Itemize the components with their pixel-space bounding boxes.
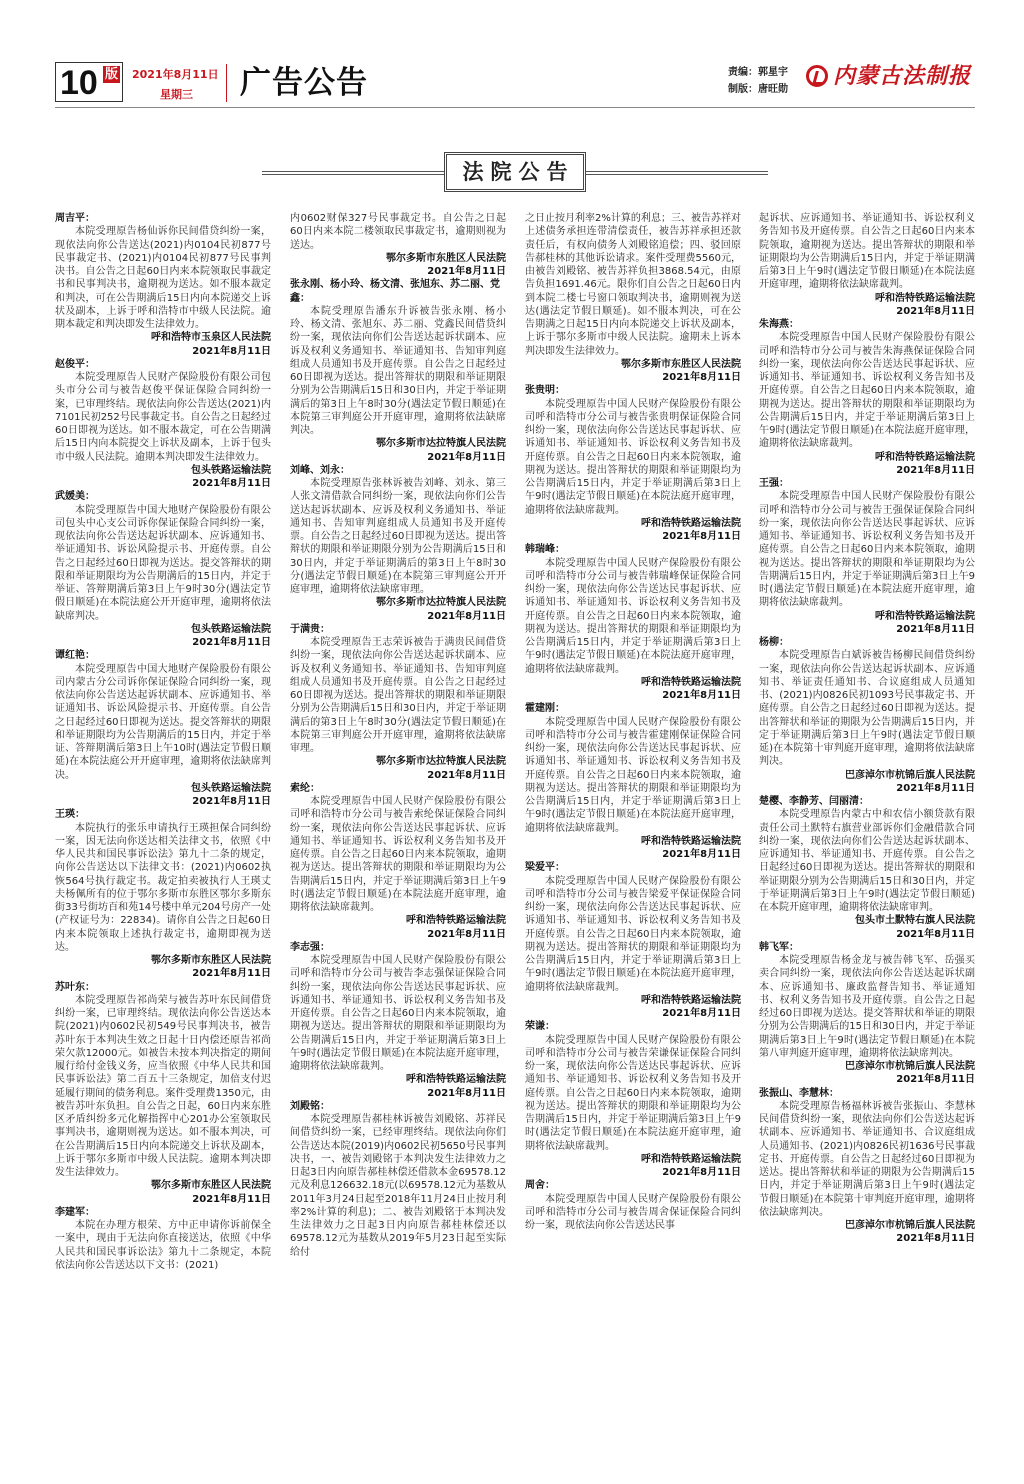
notice-body: 本院受理原告中国大地财产保险股份有限公司包头中心支公司诉你保证保险合同纠纷一案，现依法向你公告送达起诉状副本、应诉通知书、举证通知书、诉讼风险提示书、开庭传票。自公告之日起经过60日即视为送达。提交答辩状的期限和举证期限均为公告期满后的15日内，并定于举证、答辩期满后第3日上午9时30分(遇法定节假日顺延)在本院法庭公开开庭审理，逾期将依法缺席判决。 xyxy=(55,504,271,622)
notice-column-2 xyxy=(290,212,506,1476)
newspaper-emblem-icon xyxy=(806,65,828,87)
court-notice xyxy=(55,358,271,491)
editor-credit: 责编：郭星宇 xyxy=(728,67,788,78)
court-name: 包头铁路运输法院 xyxy=(191,623,271,635)
notice-body: 本院受理原告张林诉被告刘峰、刘永、第三人张文清借款合同纠纷一案，现依法向你们公告送达起诉状副本、应诉及权利义务通知书、举证通知书、告知审判庭组成人员通知书及开庭传票。自公告之日起经过60日即视为送达。提出答辩状的期限和举证期限分别为公告期满后15日和30日内，并定于举证期满后的第3日上午8时30分(遇法定节假日顺延)在本院第三审判庭公开开庭审理，逾期将依法缺席审理。 xyxy=(290,478,506,595)
notice-date: 2021年8月11日 xyxy=(192,968,271,980)
notice-date: 2021年8月11日 xyxy=(662,849,741,860)
notice-body: 本院受理原告杨仙诉你民间借贷纠纷一案，现依法向你公告送达(2021)内0104民初877号民事裁定书、(2021)内0104民初877号民事判决书。自公告之日起60日内来本院领取民事裁定书和民事判决书，逾期视为送达。如不服本裁定和判决，可在公告期满后15日内向本院递交上诉状及副本，上诉于呼和浩特市中级人民法院。逾期本裁定和判决即发生法律效力。 xyxy=(55,226,271,330)
notice-recipient: 周吉平： xyxy=(55,213,95,224)
notice-body: 本院受理原告祁尚荣与被告苏叶东民间借贷纠纷一案，已审理终结。现依法向你公告送达本院(2021)内0602民初549号民事判决书，被告苏叶东于本判决生效之日起十日内偿还原告祁尚荣欠款12000元。如被告未按本判决指定的期间履行给付金钱义务，应当依照《中华人民共和国民事诉讼法》第二百五十三条规定，加倍支付迟延履行期间的债务利息。案件受理费1350元，由被告苏叶东负担。自公告之日起，60日内来东胜区矛盾纠纷多元化解指挥中心201办公室领取民事判决书，逾期则视为送达。如不服本判决，可在公告期满后15日内向本院递交上诉状及副本，上诉于鄂尔多斯市中级人民法院。逾期本判决即发生法律效力。 xyxy=(55,994,271,1178)
court-notice xyxy=(55,649,271,808)
court-name: 呼和浩特铁路运输法院 xyxy=(641,1153,741,1165)
notice-recipient: 谭红艳： xyxy=(55,650,95,662)
notice-body: 本院受理原告中国人民财产保险股份有限公司呼和浩特市分公司与被告韩瑞峰保证保险合同纠纷一案，现依法向你公告送达民事起诉状、应诉通知书、举证通知书、诉讼权利义务告知书及开庭传票。自公告之日起60日内来本院领取，逾期视为送达。提出答辩状的期限和举证期限均为公告期满后15日内，并定于举证期满后第3日上午9时(遇法定节假日顺延)在本院法庭开庭审理，逾期将依法缺席裁判。 xyxy=(525,557,741,675)
notice-date: 2021年8月11日 xyxy=(427,610,506,622)
court-name: 包头市土默特右旗人民法院 xyxy=(855,915,975,927)
notice-recipient: 周舍： xyxy=(525,1180,555,1192)
page-number: 10 xyxy=(60,64,98,102)
court-name: 呼和浩特铁路运输法院 xyxy=(875,610,975,622)
notice-body: 本院受理原告中国人民财产保险股份有限公司呼和浩特市分公司与被告朱海燕保证保险合同纠纷一案，现依法向你公告送达民事起诉状、应诉通知书、举证通知书、诉讼权利义务告知书及开庭传票。自公告之日起60日内来本院领取，逾期视为送达。提出答辩状的期限和举证期限均为公告期满后15日内，并定于举证期满后第3日上午9时(遇法定节假日顺延)在本院法庭开庭审理，逾期将依法缺席裁判。 xyxy=(759,332,975,450)
court-notice xyxy=(525,1020,741,1179)
notice-date: 2021年8月11日 xyxy=(192,637,271,648)
notice-recipient: 朱海燕： xyxy=(759,319,799,330)
page-label: 版 xyxy=(104,67,118,82)
notice-body: 本院受理原告中国人民财产保险股份有限公司呼和浩特市分公司与被告索纶保证保险合同纠纷一案，现依法向你公告送达民事起诉状、应诉通知书、举证通知书、诉讼权利义务告知书及开庭传票。自公告之日起60日内来本院领取，逾期视为送达。提出答辩状的期限和举证期限均为公告期满后15日内，并定于举证期满后第3日上午9时(遇法定节假日顺延)在本院法庭开庭审理，逾期将依法缺席裁判。 xyxy=(290,796,506,913)
notice-recipient: 霍建刚： xyxy=(525,703,565,715)
notice-body: 本院受理原告人民财产保险股份有限公司包头市分公司与被告赵俊平保证保险合同纠纷一案，已审理终结。现依法向你公告送达(2021)内7101民初252号民事裁定书。自公告之日起经过60日即视为送达。如不服本裁定，可在公告期满后15日内向本院提交上诉状及副本，上诉于包头市中级人民法院。逾期本判决即发生法律效力。 xyxy=(55,372,271,463)
court-notice xyxy=(290,464,506,623)
notice-recipient: 刘殿铭： xyxy=(290,1100,330,1112)
issue-weekday: 星期三 xyxy=(160,88,193,101)
court-name: 鄂尔多斯市东胜区人民法院 xyxy=(621,358,741,370)
notice-date: 2021年8月11日 xyxy=(427,266,506,277)
notice-recipient: 苏叶东： xyxy=(55,981,95,993)
court-name: 鄂尔多斯市达拉特旗人民法院 xyxy=(376,756,506,768)
notice-recipient: 荣谦： xyxy=(525,1021,555,1033)
court-notice xyxy=(759,941,975,1087)
court-notice xyxy=(525,1179,741,1232)
layout-editor-credit: 制版：唐旺勋 xyxy=(728,84,788,95)
notice-date: 2021年8月11日 xyxy=(662,690,741,701)
court-notice xyxy=(55,808,271,980)
notice-body: 本院受理原告中国人民财产保险股份有限公司呼和浩特市分公司与被告霍建刚保证保险合同纠纷一案，现依法向你公告送达民事起诉状、应诉通知书、举证通知书、诉讼权利义务告知书及开庭传票。自公告之日起60日内来本院领取，逾期视为送达。提出答辩状的期限和举证期限均为公告期满后15日内，并定于举证期满后第3日上午9时(遇法定节假日顺延)在本院法庭开庭审理，逾期将依法缺席裁判。 xyxy=(525,716,741,834)
notice-date: 2021年8月11日 xyxy=(427,1087,506,1099)
court-notice xyxy=(759,636,975,795)
court-notice xyxy=(290,782,506,941)
notice-recipient: 楚樱、李静芳、闫丽清： xyxy=(759,796,869,807)
notice-date: 2021年8月11日 xyxy=(896,1233,975,1245)
section-title: 广告公告 xyxy=(240,65,368,101)
notice-body: 本院受理原告中国大地财产保险股份有限公司内蒙古分公司诉你保证保险合同纠纷一案，现依法向你公告送达起诉状副本、应诉通知书、举证通知书、诉讼风险提示书、开庭传票。自公告之日起经过60日即视为送达。提交答辩状的期限和举证期限均为公告期满后的15日内，并定于举证、答辩期满后第3日上午10时(遇法定节假日顺延)在本院法庭公开开庭审理，逾期将依法缺席判决。 xyxy=(55,663,271,781)
notice-recipient: 张振山、李慧林： xyxy=(759,1087,839,1099)
court-notice xyxy=(290,278,506,464)
court-name: 鄂尔多斯市东胜区人民法院 xyxy=(151,1180,271,1192)
court-notice xyxy=(55,1206,271,1272)
court-name: 呼和浩特铁路运输法院 xyxy=(641,994,741,1006)
notice-date: 2021年8月11日 xyxy=(896,782,975,794)
notice-date: 2021年8月11日 xyxy=(192,478,271,489)
court-notice xyxy=(290,623,506,782)
notice-date: 2021年8月11日 xyxy=(896,305,975,317)
notice-date: 2021年8月11日 xyxy=(896,928,975,940)
notice-body: 本院受理原告中国人民财产保险股份有限公司呼和浩特市分公司与被告周舍保证保险合同纠纷一案，现依法向你公告送达民事 xyxy=(525,1193,741,1231)
notice-recipient: 张永刚、杨小玲、杨文清、张旭东、苏二丽、党鑫： xyxy=(290,279,500,304)
court-notice xyxy=(525,212,741,384)
notice-body: 本院受理原告王志荣诉被告于满贵民间借贷纠纷一案，现依法向你公告送达起诉状副本、应诉及权利义务通知书、举证通知书、告知审判庭组成人员通知书及开庭传票。自公告之日起经过60日即视为送达。提出答辩状的期限和举证期限分别为公告期满后15日和30日内，并定于举证期满后的第3日上午8时30分(遇法定节假日顺延)在本院第三审判庭公开开庭审理，逾期将依法缺席审理。 xyxy=(290,637,506,754)
notice-column-3 xyxy=(525,212,741,1476)
notice-recipient: 梁爱平： xyxy=(525,862,565,874)
notice-date: 2021年8月11日 xyxy=(192,796,271,807)
notice-date: 2021年8月11日 xyxy=(192,1193,271,1205)
court-name: 呼和浩特铁路运输法院 xyxy=(875,292,975,304)
court-notice xyxy=(55,490,271,649)
notice-recipient: 索纶： xyxy=(290,782,320,794)
notice-body: 本院在办理方根荣、方中正申请你诉前保全一案中，现由于无法向你直接送达，依照《中华人民共和国民事诉讼法》第九十二条规定，本院依法向你公告送达以下文书：(2021) xyxy=(55,1220,271,1271)
notice-recipient: 王瑛： xyxy=(55,809,85,821)
court-notice xyxy=(759,212,975,318)
banner-title: 法院公告 xyxy=(462,159,575,184)
court-name: 鄂尔多斯市东胜区人民法院 xyxy=(386,252,506,264)
notice-recipient: 刘峰、刘永： xyxy=(290,464,350,476)
notice-date: 2021年8月11日 xyxy=(427,928,506,940)
notice-body: 本院受理原告白斌诉被告杨柳民间借贷纠纷一案，现依法向你公告送达起诉状副本、应诉通知书、举证责任通知书、合议庭组成人员通知书、(2021)内0826民初1093号民事裁定书、开庭传票。自公告之日起经过60日即视为送达。提出答辩状和举证的期限为公告期满后15日内，并定于举证期满后第3日上午9时(遇法定节假日顺延)在本院第十审判庭开庭审理，逾期将依法缺席判决。 xyxy=(759,650,975,768)
court-name: 呼和浩特铁路运输法院 xyxy=(641,835,741,847)
notice-body: 之日止按月利率2%计算的利息；三、被告苏祥对上述债务承担连带清偿责任，被告苏祥承担还款责任后，有权向债务人刘殿铭追偿；四、驳回原告郝桂林的其他诉讼请求。案件受理费5560元，由被告刘殿铭、被告苏祥负担3868.54元，由原告负担1691.46元。限你们自公告之日起60日内到本院二楼七号窗口领取判决书，逾期则视为送达(遇法定节假日顺延)。如不服本判决，可在公告期满之日起15日内向本院递交上诉状及副本，上诉于鄂尔多斯市中级人民法院。逾期未上诉本判决即发生法律效力。 xyxy=(525,213,741,357)
court-notice xyxy=(759,1087,975,1246)
section-banner xyxy=(444,152,586,192)
notice-recipient: 杨柳： xyxy=(759,637,789,648)
notice-date: 2021年8月11日 xyxy=(427,451,506,463)
court-notice xyxy=(290,941,506,1100)
notice-body: 本院受理原告中国人民财产保险股份有限公司呼和浩特市分公司与被告张贵明保证保险合同纠纷一案，现依法向你公告送达民事起诉状、应诉通知书、举证通知书、诉讼权利义务告知书及开庭传票。自公告之日起60日内来本院领取，逾期视为送达。提出答辩状的期限和举证期限均为公告期满后15日内，并定于举证期满后第3日上午9时(遇法定节假日顺延)在本院法庭开庭审理，逾期将依法缺席裁判。 xyxy=(525,398,741,516)
court-name: 呼和浩特铁路运输法院 xyxy=(641,676,741,688)
notice-body: 本院受理原告中国人民财产保险股份有限公司呼和浩特市分公司与被告梁爱平保证保险合同纠纷一案，现依法向你公告送达民事起诉状、应诉通知书、举证通知书、诉讼权利义务告知书及开庭传票。自公告之日起60日内来本院领取，逾期视为送达。提出答辩状的期限和举证期限均为公告期满后15日内，并定于举证期满后第3日上午9时(遇法定节假日顺延)在本院法庭开庭审理，逾期将依法缺席裁判。 xyxy=(525,875,741,993)
court-notice xyxy=(290,1100,506,1259)
notice-body: 本院受理原告中国人民财产保险股份有限公司呼和浩特市分公司与被告荣谦保证保险合同纠纷一案，现依法向你公告送达民事起诉状、应诉通知书、举证通知书、诉讼权利义务告知书及开庭传票。自公告之日起60日内来本院领取，逾期视为送达。提出答辩状的期限和举证期限均为公告期满后15日内，并定于举证期满后第3日上午9时(遇法定节假日顺延)在本院法庭开庭审理，逾期将依法缺席裁判。 xyxy=(525,1034,741,1152)
court-name: 鄂尔多斯市达拉特旗人民法院 xyxy=(376,438,506,450)
court-notice xyxy=(525,861,741,1020)
court-notice xyxy=(525,543,741,702)
notice-recipient: 张贵明： xyxy=(525,385,565,397)
notice-recipient: 李建军： xyxy=(55,1206,95,1218)
banner-rule-right xyxy=(586,171,768,175)
court-notice xyxy=(290,212,506,278)
notice-column-1 xyxy=(55,212,271,1476)
notice-date: 2021年8月11日 xyxy=(662,1008,741,1019)
court-notice xyxy=(525,702,741,861)
issue-date: 2021年8月11日 xyxy=(132,68,219,81)
notice-body: 本院受理原告潘东升诉被告张永刚、杨小玲、杨文清、张旭东、苏二丽、党鑫民间借贷纠纷一案，现依法向你们公告送达起诉状副本、应诉及权利义务通知书、举证通知书、告知审判庭组成人员通知书及开庭传票。自公告之日起经过60日即视为送达。提出答辩状的期限和举证期限分别为公告期满后15日和30日内，并定于举证期满后的第3日上午8时30分(遇法定节假日顺延)在本院第三审判庭公开开庭审理，逾期将依法缺席判决。 xyxy=(290,305,506,436)
notice-body: 内0602财保327号民事裁定书。自公告之日起60日内来本院二楼领取民事裁定书，逾期则视为送达。 xyxy=(290,213,506,251)
court-notice xyxy=(759,795,975,941)
court-name: 鄂尔多斯市东胜区人民法院 xyxy=(151,955,271,966)
notice-date: 2021年8月11日 xyxy=(662,372,741,383)
page-number-box xyxy=(55,62,123,102)
court-name: 包头铁路运输法院 xyxy=(191,464,271,476)
header-divider xyxy=(226,64,227,102)
notice-date: 2021年8月11日 xyxy=(427,769,506,781)
court-name: 巴彦淖尔市杭锦后旗人民法院 xyxy=(845,1220,975,1231)
notice-body: 本院受理原告郝桂林诉被告刘殿铭、苏祥民间借贷纠纷一案，已经审理终结。现依法向你们公告送达本院(2019)内0602民初5650号民事判决书，一、被告刘殿铭于本判决发生法律效力之日起3日内向原告郝桂林偿还借款本金69578.12元及利息126632.18元(以69578.12元为基数从2011年3月24日起至2018年11月24日止按月利率2%计算的利息)；二、被告刘殿铭于本判决发生法律效力之日起3日内向原告郝桂林偿还以69578.12元为基数从2019年5月23日起至实际给付 xyxy=(290,1114,506,1258)
notice-date: 2021年8月11日 xyxy=(192,345,271,357)
notice-recipient: 韩瑞峰： xyxy=(525,544,565,556)
notice-date: 2021年8月11日 xyxy=(662,1167,741,1178)
court-notice xyxy=(55,981,271,1206)
notice-body: 本院受理原告杨福林诉被告张振山、李慧林民间借贷纠纷一案，现依法向你们公告送达起诉状副本、应诉通知书、举证通知书、合议庭组成人员通知书、(2021)内0826民初1636号民事裁定书、开庭传票。自公告之日起经过60日即视为送达。提出答辩状和举证的期限为公告期满后15日内，并定于举证期满后第3日上午9时(遇法定节假日顺延)在本院第十审判庭开庭审理，逾期将依法缺席判决。 xyxy=(759,1100,975,1218)
court-name: 呼和浩特市玉泉区人民法院 xyxy=(151,332,271,344)
notice-recipient: 于满贵： xyxy=(290,623,330,635)
notice-body: 本院受理原告杨金龙与被告韩飞军、岳强买卖合同纠纷一案，现依法向你公告送达起诉状副本、应诉通知书、廉政监督告知书、举证通知书、权利义务告知书及开庭传票。自公告之日起经过60日即视为送达。提交答辩状和举证的期限分别为公告期满后的15日和30日内，并定于举证期满后第3日上午9时(遇法定节假日顺延)在本院第八审判庭开庭审理，逾期将依法缺席判决。 xyxy=(759,955,975,1059)
notice-recipient: 韩飞军： xyxy=(759,941,799,953)
newspaper-logo: 内蒙古法制报 xyxy=(833,63,972,89)
notice-body: 本院执行的张乐申请执行王瑛担保合同纠纷一案，因无法向你送达相关法律文书，依照《中华人民共和国民事诉讼法》第九十二条的规定，向你公告送达以下法律文书：(2021)内0602执恢564号执行裁定书。裁定拍卖被执行人王瑛丈夫杨佩所有的位于鄂尔多斯市东胜区鄂尔多斯东街33号街坊百和苑14号楼中单元204号房产一处(产权证号为：22834)。请你自公告之日起60日内来本院领取上述执行裁定书，逾期即视为送达。 xyxy=(55,822,271,953)
notice-recipient: 王强： xyxy=(759,478,789,489)
notice-date: 2021年8月11日 xyxy=(896,464,975,476)
notice-recipient: 武媛美： xyxy=(55,491,95,503)
court-name: 呼和浩特铁路运输法院 xyxy=(875,451,975,463)
notice-body: 本院受理原告中国人民财产保险股份有限公司呼和浩特市分公司与被告李志强保证保险合同纠纷一案，现依法向你公告送达民事起诉状、应诉通知书、举证通知书、诉讼权利义务告知书及开庭传票。自公告之日起60日内来本院领取，逾期视为送达。提出答辩状的期限和举证期限均为公告期满后15日内，并定于举证期满后第3日上午9时(遇法定节假日顺延)在本院法庭开庭审理，逾期将依法缺席裁判。 xyxy=(290,955,506,1072)
notice-date: 2021年8月11日 xyxy=(896,623,975,635)
header-rule xyxy=(55,107,975,108)
court-name: 巴彦淖尔市杭锦后旗人民法院 xyxy=(845,769,975,781)
notice-date: 2021年8月11日 xyxy=(896,1074,975,1086)
court-name: 呼和浩特铁路运输法院 xyxy=(641,517,741,529)
court-name: 包头铁路运输法院 xyxy=(191,782,271,794)
court-notice xyxy=(759,318,975,477)
notice-body: 本院受理原告中国人民财产保险股份有限公司呼和浩特市分公司与被告王强保证保险合同纠纷一案，现依法向你公告送达民事起诉状、应诉通知书、举证通知书、诉讼权利义务告知书及开庭传票。自公告之日起60日内来本院领取，逾期视为送达。提出答辩状的期限和举证期限均为公告期满后15日内，并定于举证期满后第3日上午9时(遇法定节假日顺延)在本院法庭开庭审理，逾期将依法缺席裁判。 xyxy=(759,491,975,609)
banner-rule-left xyxy=(262,171,444,175)
court-name: 呼和浩特铁路运输法院 xyxy=(406,915,506,927)
notice-column-4 xyxy=(759,212,975,1476)
court-name: 鄂尔多斯市达拉特旗人民法院 xyxy=(376,597,506,609)
court-notice xyxy=(55,212,271,358)
notice-recipient: 赵俊平： xyxy=(55,358,95,370)
notice-recipient: 李志强： xyxy=(290,941,330,953)
court-name: 巴彦淖尔市杭锦后旗人民法院 xyxy=(845,1061,975,1072)
court-notice xyxy=(525,384,741,543)
notice-body: 本院受理原告内蒙古中和农信小额贷款有限责任公司土默特右旗营业部诉你们金融借款合同纠纷一案，现依法向你们公告送达起诉状副本、应诉通知书、举证通知书、开庭传票。自公告之日起经过60日即视为送达。提出答辩状的期限和举证期限分别为公告期满后15日和30日内，并定于举证期满后第3日上午9时(遇法定节假日顺延)在本院开庭审理，逾期将依法缺席审判。 xyxy=(759,809,975,913)
court-name: 呼和浩特铁路运输法院 xyxy=(406,1074,506,1086)
court-notice xyxy=(759,477,975,636)
notice-date: 2021年8月11日 xyxy=(662,531,741,542)
notice-body: 起诉状、应诉通知书、举证通知书、诉讼权利义务告知书及开庭传票。自公告之日起60日内来本院领取，逾期视为送达。提出答辩状的期限和举证期限均为公告期满后15日内，并定于举证期满后第3日上午9时(遇法定节假日顺延)在本院法庭开庭审理，逾期将依法缺席裁判。 xyxy=(759,213,975,291)
